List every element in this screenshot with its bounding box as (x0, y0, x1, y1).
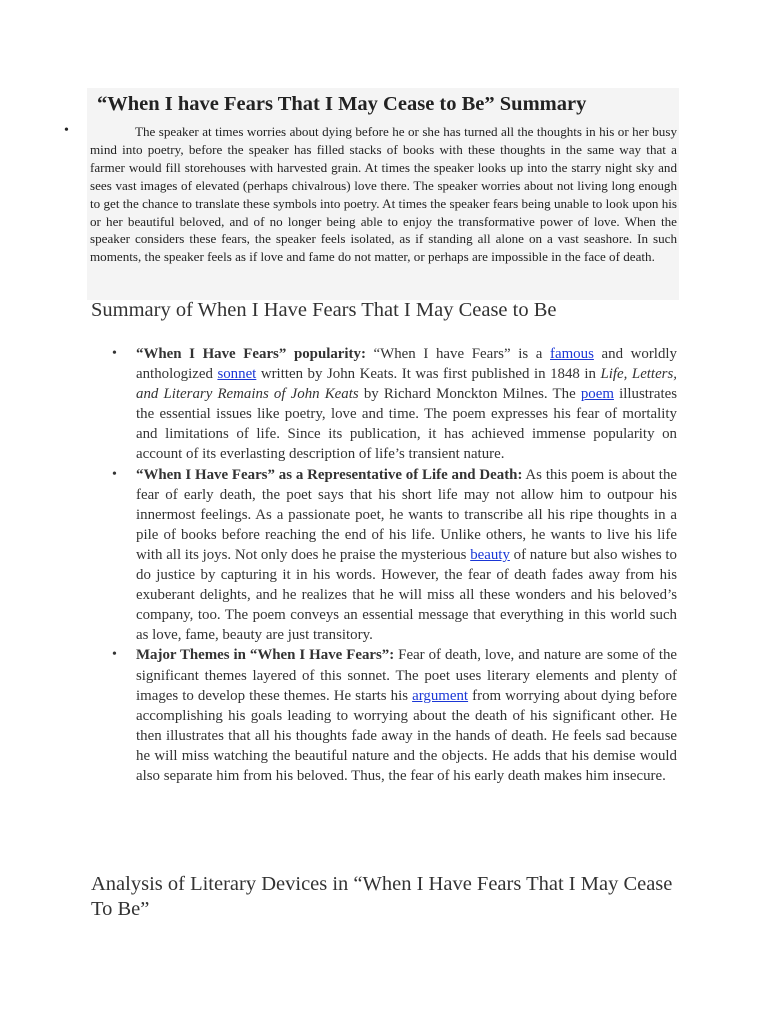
item-text: Fear of death, love, and nature are some of the significant themes layered of this sonnet. The poet uses literary elements and plenty of images to develop these themes. He starts his (136, 647, 678, 704)
link-argument[interactable]: argument (412, 687, 469, 704)
item-text: by Richard Monckton Milnes. The (358, 386, 581, 403)
list-item-popularity (112, 344, 677, 465)
link-poem[interactable]: poem (580, 386, 614, 403)
item-text: written by John Keats. It was first published in 1848 in (256, 366, 601, 383)
list-item-major-themes (112, 645, 678, 786)
item-text: “When I have Fears” is a (365, 346, 551, 362)
item-bold-label: Major Themes in “When I Have Fears”: (136, 647, 395, 664)
item-text: illustrates the essential issues like poetry, love and time. The poem expresses his fear of mortality and limitations of life. Since its publication, it has achieved immense popularity on account of its everlasting description of life’s transient nature. (136, 386, 677, 463)
item-bold-label: “When I Have Fears” popularity: (136, 346, 366, 362)
summary-list (112, 344, 678, 786)
list-item-life-and-death (112, 465, 677, 646)
analysis-heading: Analysis of Literary Devices in “When I Have Fears That I May Cease To Be” (91, 873, 673, 920)
item-text: As this poem is about the fear of early death, the poet says that his short life may not allow him to outpour his innermost feelings. As a passionate poet, he wants to transcribe all his ripe thoughts in a pile of books before reaching the end of his life. Unlike others, he wants to live his life with all its joys. Not only does he praise the mysterious (136, 466, 677, 563)
item-text: of nature but also wishes to do justice by capturing it in his words. However, the fear of death fades away from his exuberant delights, and he realizes that he will miss all these wonders and his beloved’s company, too. The poem conveys an essential message that everything in this world such as love, fame, beauty are just transitory. (136, 546, 677, 644)
list-bullet: • (112, 346, 117, 361)
link-beauty[interactable]: beauty (470, 546, 510, 563)
summary-paragraph: The speaker at times worries about dying before he or she has turned all the thoughts in his or her busy mind into poetry, before the speaker has filled stacks of books with these thoughts in the same way that a farmer would fill storehouses with harvested grain. At times the speaker looks up into the starry night sky and sees vast images of elevated (perhaps chivalrous) love there. The speaker worries about not living long enough to get the chance to translate these symbols into poetry. At times the speaker fears being unable to look upon his or her beautiful beloved, and of no longer being able to enjoy the transformative power of love. When the speaker considers these fears, the speaker feels isolated, as if standing all alone on a vast seashore. In such moments, the speaker feels as if love and fame do not matter, or perhaps are impossible in the face of death. (90, 124, 677, 265)
summary-heading: Summary of When I Have Fears That I May Cease to Be (91, 299, 557, 321)
link-famous[interactable]: famous (550, 346, 594, 362)
item-bold-label: “When I Have Fears” as a Representative of Life and Death: (136, 466, 523, 483)
summary-bullet: • (64, 123, 69, 138)
book-title: Life, Letters, and Literary Remains of John Keats (136, 366, 677, 403)
list-bullet: • (112, 647, 117, 663)
item-text: from worrying about dying before accomplishing his goals leading to worrying about the death of his significant other. He then illustrates that all his thoughts fade away in the hands of death. He feels sad because he will miss watching the beautiful nature and the objects. He adds that his demise would also separate him from his beloved. Thus, the fear of his early death makes him insecure. (136, 687, 677, 784)
link-sonnet[interactable]: sonnet (217, 366, 257, 383)
item-text: and worldly anthologized (136, 346, 677, 383)
list-bullet: • (112, 466, 117, 482)
main-summary-title: “When I have Fears That I May Cease to Be” Summary (97, 93, 587, 115)
